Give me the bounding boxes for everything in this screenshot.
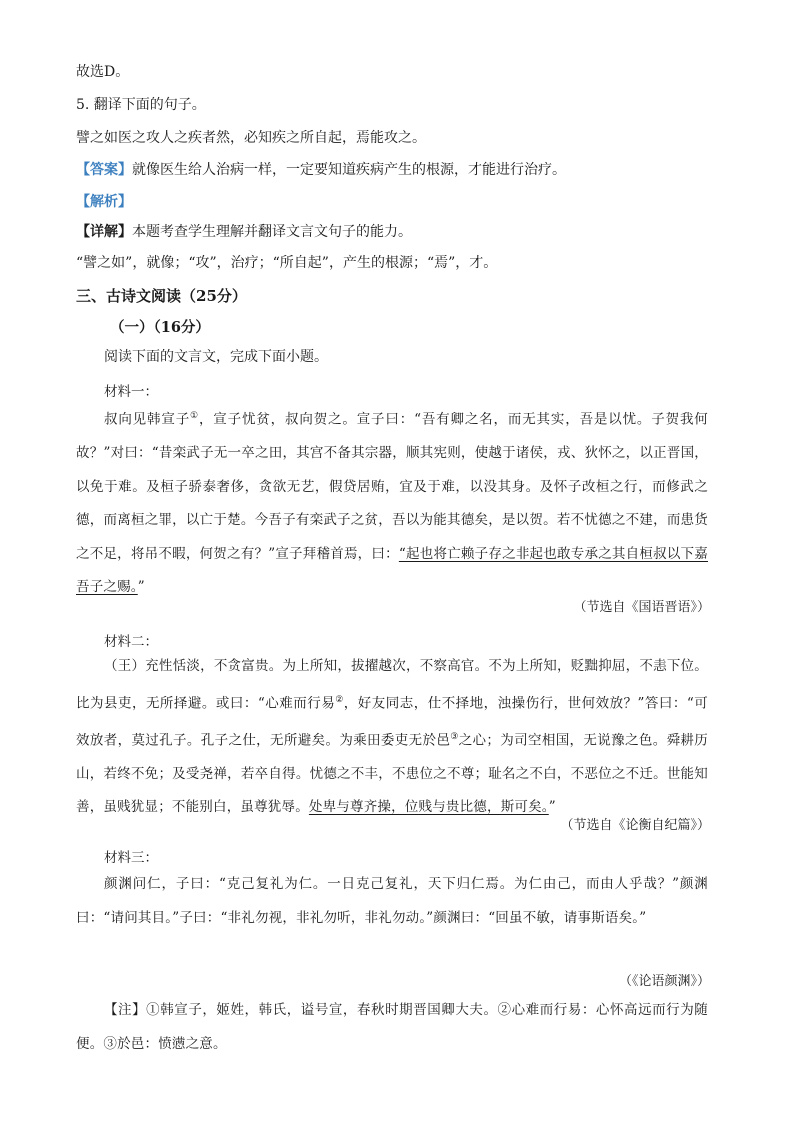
material-1-part1: 叔向见韩宣子 — [104, 411, 191, 428]
analysis-line — [76, 192, 132, 212]
question-5-sentence: 譬之如医之攻人之疾者然，必知疾之所自起，焉能攻之。 — [76, 130, 426, 146]
material-1-end: ” — [137, 579, 145, 596]
material-3-text: 颜渊问仁，子曰：“克己复礼为仁。一日克己复礼，天下归仁焉。为仁由己，而由人乎哉？”颜渊曰：“请问其目。”子曰：“非礼勿视，非礼勿听，非礼勿动。”颜渊曰：“回虽不敏，请事斯语矣。” — [76, 876, 708, 926]
material-2-part2: ，好友同志，仕不择地，浊操伤行，世何效放？”答曰：“可效放者，莫过孔子。孔子之仕，无所避矣。为乘田委吏无於邑 — [76, 695, 708, 749]
material-2-part3: 之心；为司空相国，无说豫之色。舜耕历山，若终不免；及受尧禅，若卒自得。忧德之不丰，不患位之不尊；耻名之不白，不恶位之不迁。世能知善，虽贱犹显；不能别白，虽尊犹辱。 — [76, 732, 708, 816]
detail-text: 本题考查学生理解并翻译文言文句子的能力。 — [132, 224, 412, 240]
section-subtitle: （一）（16分） — [110, 319, 210, 336]
material-3-source: （《论语颜渊》） — [618, 974, 710, 989]
question-5-title: 5. 翻译下面的句子。 — [76, 97, 206, 113]
answer-choice-line: 故选D。 — [76, 64, 130, 80]
material-1-underlined: “起也将亡赖子存之非起也敢专承之其自桓叔以下嘉吾子之赐。 — [76, 545, 708, 596]
detail-line — [76, 222, 412, 242]
material-2-end: ” — [548, 799, 556, 816]
section-title: 三、古诗文阅读（25分） — [76, 287, 247, 305]
answer-line — [76, 160, 566, 180]
notes-text: 【注】①韩宣子，姬姓，韩氏，谥号宣，春秋时期晋国卿大夫。②心难而行易：心怀高远而行为随便。③於邑：愤懑之意。 — [76, 1002, 708, 1052]
answer-tag: 【答案】 — [76, 162, 132, 178]
note-mark-2: ② — [335, 694, 344, 705]
note-mark-3: ③ — [450, 731, 459, 742]
material-2-source: （节选自《论衡自纪篇》） — [560, 818, 710, 833]
material-1-text — [76, 400, 708, 605]
detail-tag: 【详解】 — [76, 224, 132, 240]
analysis-tag: 【解析】 — [76, 194, 132, 210]
material-2-underlined: 处卑与尊齐操，位贱与贵比德，斯可矣。 — [308, 799, 549, 816]
material-1-label: 材料一： — [104, 384, 158, 400]
section-instruction: 阅读下面的文言文，完成下面小题。 — [104, 349, 328, 365]
note-mark-1: ① — [190, 411, 199, 421]
material-2-label: 材料二： — [104, 634, 158, 650]
material-1-part2: ，宣子忧贫，叔向贺之。宣子曰：“吾有卿之名，而无其实，吾是以忧。子贺我何故？”对曰：“昔栾武子无一卒之田，其宫不备其宗器，顺其宪则，使越于诸侯，戎、狄怀之，以正晋国，以免于难。及桓子骄泰奢侈，贪欲无艺，假贷居贿，宜及于难，以没其身。及怀子改桓之行，而修武之德，而离桓之罪，以亡于楚。今吾子有栾武子之贫，吾以为能其德矣，是以贺。若不忧德之不建，而患货之不足，将吊不暇，何贺之有？”宣子拜稽首焉，曰： — [76, 411, 708, 562]
material-1-source: （节选自《国语晋语》） — [573, 600, 710, 615]
material-2-text — [76, 650, 708, 825]
material-2-part1: （王）充性恬淡，不贪富贵。为上所知，拔擢越次，不察高官。不为上所知，贬黜抑屈，不恚下位。比为县吏，无所择避。或曰：“心难而行易 — [76, 658, 708, 712]
detail-explanation: “譬之如”，就像；“攻”，治疗；“所自起”，产生的根源；“焉”，才。 — [76, 255, 498, 271]
material-3-label: 材料三： — [104, 850, 158, 866]
answer-text: 就像医生给人治病一样，一定要知道疾病产生的根源，才能进行治疗。 — [132, 162, 566, 178]
